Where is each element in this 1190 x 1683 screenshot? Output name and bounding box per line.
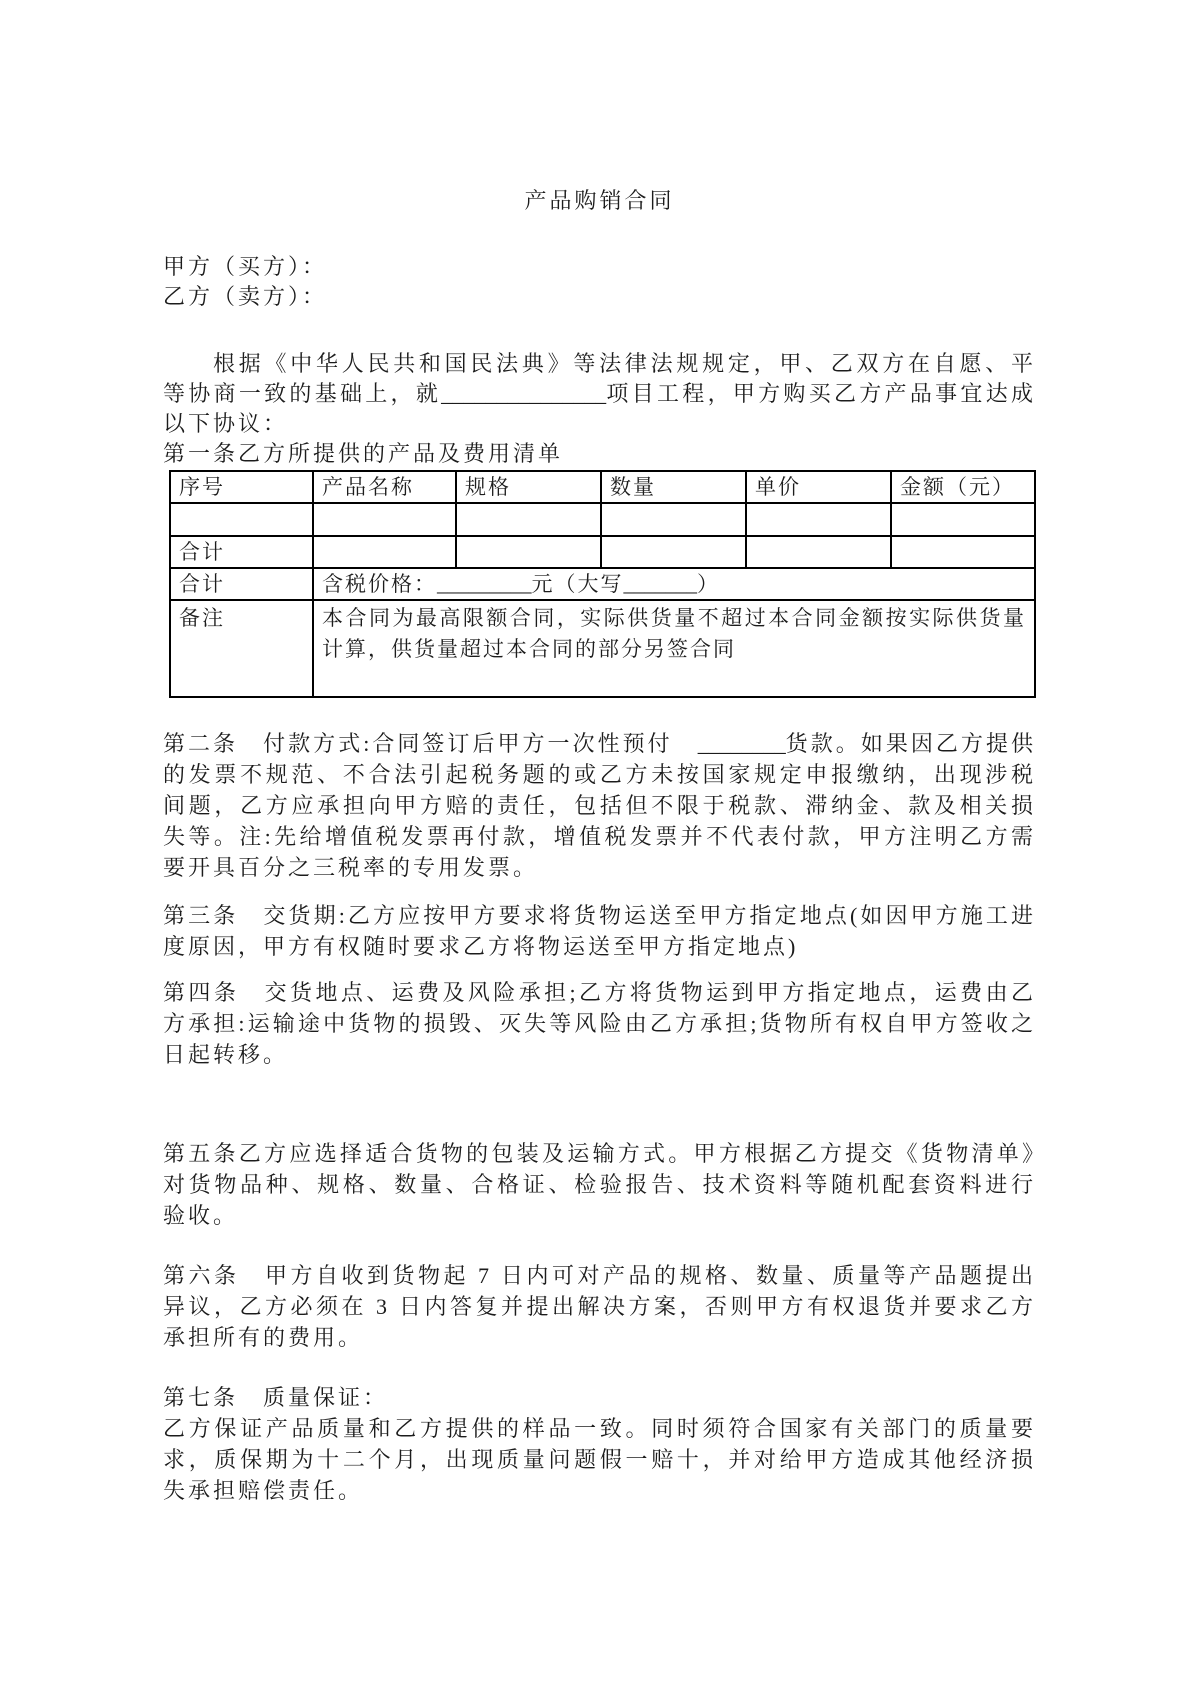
products-table (169, 470, 1036, 698)
party-a-line: 甲方（买方）： (163, 254, 328, 279)
empty-cell (746, 536, 891, 568)
table-total-row (170, 568, 1035, 600)
prepayment-blank: ________ (697, 731, 786, 756)
tax-price-text: 含税价格： (322, 572, 437, 596)
clause-6: 第六条 甲方自收到货物起 7 日内可对产品的规格、数量、质量等产品题提出异议，乙方必须在 3 日内答复并提出解决方案，否则甲方有权退货并要求乙方承担所有的费用。 (163, 1263, 1036, 1350)
header-cell-spec: 规格 (456, 471, 601, 503)
total-label: 合计 (170, 568, 313, 600)
remark-text: 本合同为最高限额合同，实际供货量不超过本合同金额按实际供货量计算，供货量超过本合同的部分另签合同 (313, 600, 1035, 697)
clause-5: 第五条乙方应选择适合货物的包装及运输方式。甲方根据乙方提交《货物清单》对货物品种、规格、数量、合格证、检验报告、技术资料等随机配套资料进行验收。 (163, 1141, 1036, 1228)
table-remark-row (170, 600, 1035, 697)
empty-cell (456, 536, 601, 568)
empty-cell (170, 503, 313, 536)
clause-7-body: 乙方保证产品质量和乙方提供的样品一致。同时须符合国家有关部门的质量要求，质保期为十二个月，出现质量问题假一赔十，并对给甲方造成其他经济损失承担赔偿责任。 (163, 1416, 1036, 1503)
clause-3: 第三条 交货期:乙方应按甲方要求将货物运送至甲方指定地点(如因甲方施工进度原因，甲方有权随时要求乙方将物运送至甲方指定地点) (163, 903, 1036, 959)
empty-cell (456, 503, 601, 536)
clause-4: 第四条 交货地点、运费及风险承担;乙方将货物运到甲方指定地点，运费由乙方承担:运输途中货物的损毁、灭失等风险由乙方承担;货物所有权自甲方签收之日起转移。 (163, 980, 1036, 1067)
clause-2-before: 第二条 付款方式:合同签订后甲方一次性预付 (163, 731, 698, 756)
contract-title: 产品购销合同 (524, 188, 675, 213)
table-header-row (170, 471, 1035, 503)
tax-price-cell (313, 568, 1035, 600)
empty-cell (313, 503, 456, 536)
tax-price-end: ） (697, 572, 720, 596)
remark-label: 备注 (170, 600, 313, 697)
tax-price-blank: _________ (437, 572, 532, 596)
header-cell-amount: 金额（元） (891, 471, 1035, 503)
clause-1-heading: 第一条乙方所提供的产品及费用清单 (163, 441, 564, 466)
empty-cell (601, 503, 746, 536)
empty-cell (891, 536, 1035, 568)
tax-price-mid: 元（大写 (531, 572, 624, 596)
party-b-line: 乙方（卖方）： (163, 284, 328, 309)
table-empty-row (170, 503, 1035, 536)
intro-text-after: 项目工程，甲方购买乙方产品事宜达成以下协议： (163, 381, 1036, 436)
clause-7-heading: 第七条 质量保证： (163, 1385, 389, 1410)
header-cell-quantity: 数量 (601, 471, 746, 503)
empty-cell (601, 536, 746, 568)
clause-2-after: 货款。如果因乙方提供的发票不规范、不合法引起税务题的或乙方未按国家规定申报缴纳，出现涉税间题，乙方应承担向甲方赔的责任，包括但不限于税款、滞纳金、款及相关损失等。注:先给增值税发票再付款，增值税发票并不代表付款，甲方注明乙方需要开具百分之三税率的专用发票。 (163, 731, 1036, 880)
intro-text-before: 根据《中华人民共和国民法典》等法律法规规定，甲、乙双方在自愿、平等协商一致的基础上，就 (163, 351, 1036, 406)
contract-document (163, 0, 1036, 1506)
empty-cell (891, 503, 1035, 536)
intro-paragraph (163, 349, 1036, 439)
header-cell-index: 序号 (170, 471, 313, 503)
empty-cell (746, 503, 891, 536)
header-cell-product-name: 产品名称 (313, 471, 456, 503)
table-subtotal-row (170, 536, 1035, 568)
clause-2 (163, 728, 1036, 883)
tax-price-words-blank: _______ (623, 572, 697, 596)
empty-cell (313, 536, 456, 568)
subtotal-label: 合计 (170, 536, 313, 568)
project-name-blank: _______________ (441, 381, 607, 406)
header-cell-unit-price: 单价 (746, 471, 891, 503)
